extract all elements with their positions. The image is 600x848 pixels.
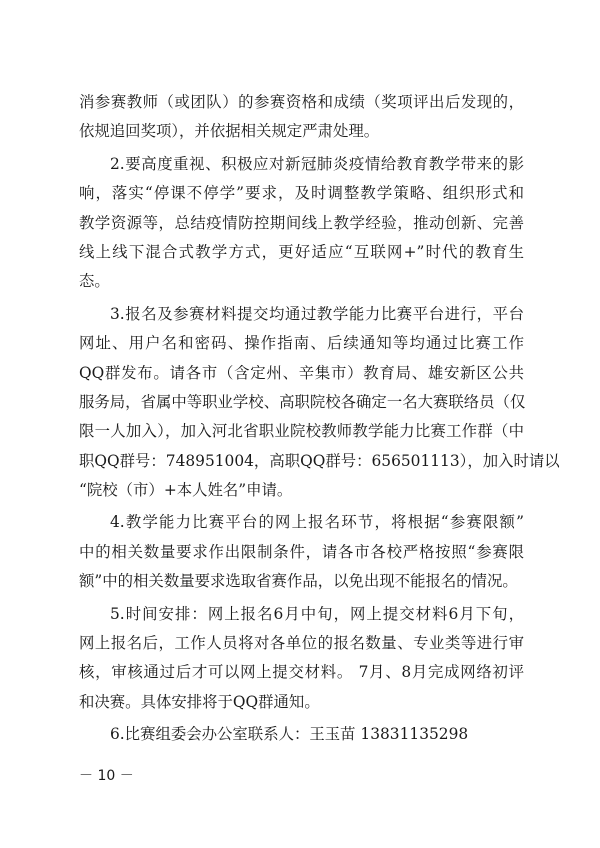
text-line: 态。	[79, 272, 110, 291]
paragraph-3	[79, 300, 560, 506]
text-line: 额”中的相关数量要求选取省赛作品，以免出现不能报名的情况。	[79, 572, 518, 591]
text-line: “院校（市）+本人姓名”申请。	[79, 481, 293, 500]
text-line: 职QQ群号：748951004，高职QQ群号：656501113），加入时请以	[79, 451, 560, 470]
text-line: 线上线下混合式教学方式，更好适应“互联网+”时代的教育生	[79, 242, 524, 261]
text-line: 消参赛教师（或团队）的参赛资格和成绩（奖项评出后发现的，	[79, 93, 524, 111]
text-line: 3.报名及参赛材料提交均通过教学能力比赛平台进行，平台	[110, 304, 524, 323]
paragraph-5	[79, 600, 524, 718]
text-line: 5.时间安排：网上报名6月中旬，网上提交材料6月下旬，	[110, 604, 524, 623]
text-line: 网上报名后，工作人员将对各单位的报名数量、专业类等进行审	[79, 634, 524, 653]
text-line: 依规追回奖项），并依据相关规定严肃处理。	[79, 122, 380, 141]
document-body	[79, 88, 560, 750]
text-line: 响，落实“停课不停学”要求，及时调整教学策略、组织形式和	[79, 184, 524, 203]
paragraph-6	[79, 720, 524, 749]
text-line: 限一人加入），加入河北省职业院校教师教学能力比赛工作群（中	[79, 422, 524, 441]
paragraph-2	[79, 150, 524, 297]
text-line: 和决赛。具体安排将于QQ群通知。	[79, 692, 320, 711]
text-line: 网址、用户名和密码、操作指南、后续通知等均通过比赛工作	[79, 334, 524, 353]
text-line: 教学资源等，总结疫情防控期间线上教学经验，推动创新、完善	[79, 213, 524, 232]
paragraph-4	[79, 508, 524, 596]
paragraph-1	[79, 88, 524, 147]
text-line: QQ群发布。请各市（含定州、辛集市）教育局、雄安新区公共	[79, 363, 524, 382]
text-line: 核，审核通过后才可以网上提交材料。 7月、8月完成网络初评	[79, 663, 524, 682]
text-line: 4.教学能力比赛平台的网上报名环节，将根据“参赛限额”	[110, 513, 524, 532]
text-line: 中的相关数量要求作出限制条件，请各市各校严格按照“参赛限	[79, 542, 524, 561]
text-line: 6.比赛组委会办公室联系人：王玉苗 13831135298	[110, 725, 469, 744]
text-line: 服务局，省属中等职业学校、高职院校各确定一名大赛联络员（仅	[79, 392, 526, 411]
text-line: 2.要高度重视、积极应对新冠肺炎疫情给教育教学带来的影	[110, 154, 524, 173]
page-number: － 10 －	[79, 768, 134, 784]
